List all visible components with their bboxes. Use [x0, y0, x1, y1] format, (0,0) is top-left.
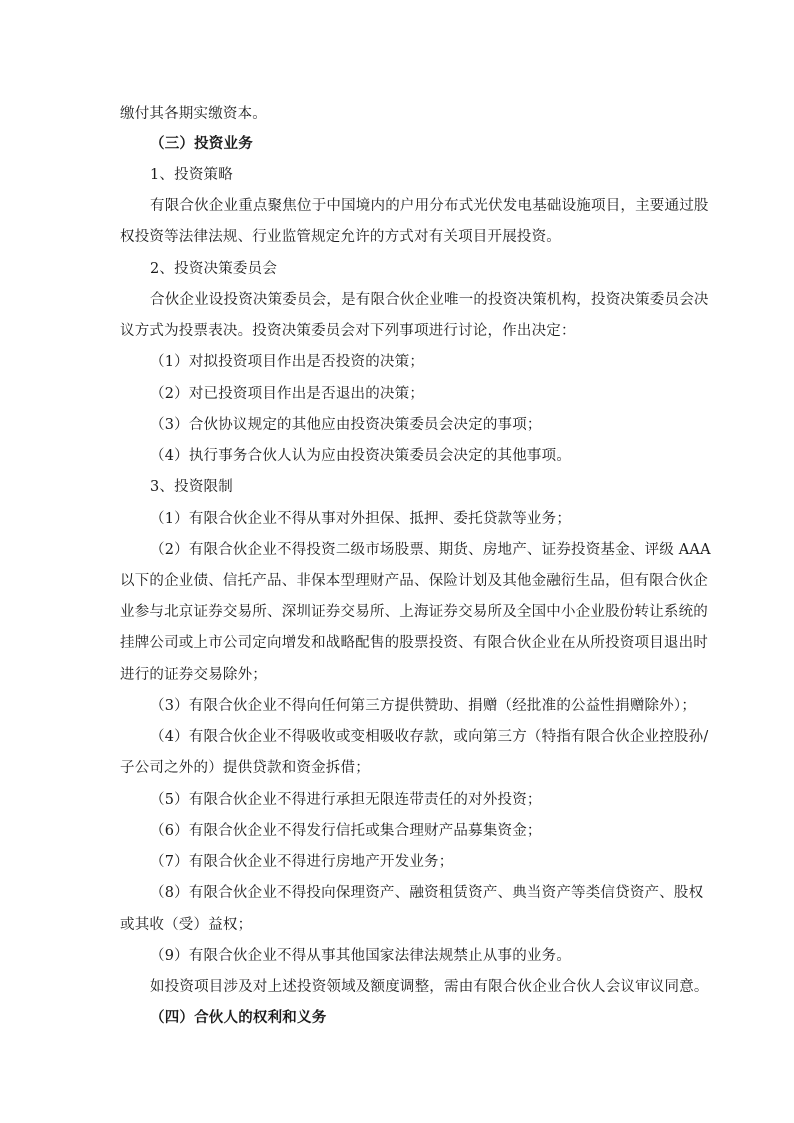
paragraph-line: 权投资等法律法规、行业监管规定允许的方式对有关项目开展投资。: [120, 229, 561, 245]
paragraph-line: 议方式为投票表决。投资决策委员会对下列事项进行讨论，作出决定：: [120, 323, 576, 339]
subsection-heading-investment-committee: 2、投资决策委员会: [150, 261, 278, 277]
subsection-heading-investment-strategy: 1、投资策略: [150, 167, 233, 183]
subsection-heading-investment-restrictions: 3、投资限制: [150, 479, 233, 495]
list-item: （4）有限合伙企业不得吸收或变相吸收存款，或向第三方（特指有限合伙企业控股孙/: [150, 729, 709, 745]
paragraph-line: 子公司之外的）提供贷款和资金拆借；: [120, 760, 370, 776]
paragraph-line: 缴付其各期实缴资本。: [120, 106, 267, 122]
paragraph-line: 业参与北京证券交易所、深圳证券交易所、上海证券交易所及全国中小企业股份转让系统的: [120, 604, 708, 620]
list-item: （1）有限合伙企业不得从事对外担保、抵押、委托贷款等业务；: [150, 511, 572, 527]
paragraph-line: 合伙企业设投资决策委员会，是有限合伙企业唯一的投资决策机构，投资决策委员会决: [150, 292, 709, 308]
list-item: （9）有限合伙企业不得从事其他国家法律法规禁止从事的业务。: [150, 948, 572, 964]
list-item: （3）有限合伙企业不得向任何第三方提供赞助、捐赠（经批准的公益性捐赠除外）；: [150, 698, 697, 714]
paragraph-line: 有限合伙企业重点聚焦位于中国境内的户用分布式光伏发电基础设施项目，主要通过股: [150, 198, 709, 214]
paragraph-line: 或其收（受）益权；: [120, 917, 253, 933]
paragraph-line: 如投资项目涉及对上述投资领域及额度调整，需由有限合伙企业合伙人会议审议同意。: [150, 979, 709, 995]
list-item: （8）有限合伙企业不得投向保理资产、融资租赁资产、典当资产等类信贷资产、股权: [150, 885, 704, 901]
list-item: （5）有限合伙企业不得进行承担无限连带责任的对外投资；: [150, 792, 542, 808]
list-item: （2）有限合伙企业不得投资二级市场股票、期货、房地产、证券投资基金、评级 AAA: [150, 542, 711, 558]
list-item: （4）执行事务合伙人认为应由投资决策委员会决定的其他事项。: [150, 448, 572, 464]
list-item: （3）合伙协议规定的其他应由投资决策委员会决定的事项；: [150, 417, 542, 433]
section-heading-investment-business: （三）投资业务: [150, 135, 253, 152]
section-heading-partner-rights: （四）合伙人的权利和义务: [150, 1009, 327, 1026]
list-item: （2）对已投资项目作出是否退出的决策；: [150, 386, 425, 402]
list-item: （6）有限合伙企业不得发行信托或集合理财产品募集资金；: [150, 823, 542, 839]
paragraph-line: 进行的证券交易除外；: [120, 667, 267, 683]
list-item: （7）有限合伙企业不得进行房地产开发业务；: [150, 854, 454, 870]
list-item: （1）对拟投资项目作出是否投资的决策；: [150, 354, 425, 370]
paragraph-line: 以下的企业债、信托产品、非保本型理财产品、保险计划及其他金融衍生品，但有限合伙企: [120, 573, 708, 589]
paragraph-line: 挂牌公司或上市公司定向增发和战略配售的股票投资、有限合伙企业在从所投资项目退出时: [120, 635, 708, 651]
